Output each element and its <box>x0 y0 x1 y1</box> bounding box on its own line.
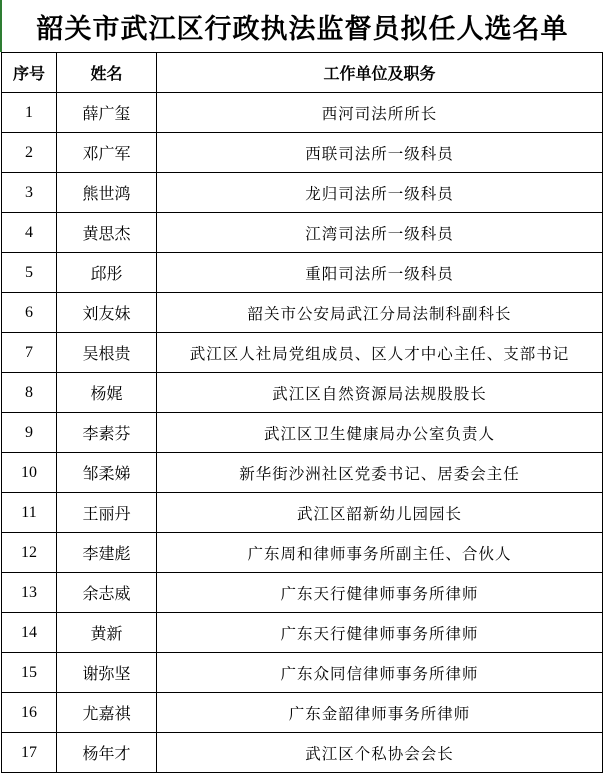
row-position-cell: 武江区卫生健康局办公室负责人 <box>157 413 603 453</box>
row-position-cell: 武江区自然资源局法规股股长 <box>157 373 603 413</box>
header-index: 序号 <box>2 53 57 93</box>
row-name-cell: 李建彪 <box>57 533 157 573</box>
row-name-cell: 李素芬 <box>57 413 157 453</box>
table-row <box>2 453 603 493</box>
row-name-cell: 杨娓 <box>57 373 157 413</box>
row-position-cell: 江湾司法所一级科员 <box>157 213 603 253</box>
row-index-cell: 14 <box>2 613 57 653</box>
row-index-cell: 15 <box>2 653 57 693</box>
row-name-cell: 尤嘉祺 <box>57 693 157 733</box>
row-index-cell: 1 <box>2 93 57 133</box>
row-position-cell: 武江区个私协会会长 <box>157 733 603 773</box>
header-name: 姓名 <box>57 53 157 93</box>
row-index-cell: 16 <box>2 693 57 733</box>
row-position-cell: 新华街沙洲社区党委书记、居委会主任 <box>157 453 603 493</box>
row-position-cell: 广东众同信律师事务所律师 <box>157 653 603 693</box>
row-index-cell: 11 <box>2 493 57 533</box>
row-position-cell: 西联司法所一级科员 <box>157 133 603 173</box>
row-index-cell: 13 <box>2 573 57 613</box>
row-position-cell: 重阳司法所一级科员 <box>157 253 603 293</box>
row-index-cell: 7 <box>2 333 57 373</box>
table-row <box>2 733 603 773</box>
row-name-cell: 邓广军 <box>57 133 157 173</box>
candidate-table <box>1 52 603 773</box>
row-name-cell: 吴根贵 <box>57 333 157 373</box>
title-row <box>0 0 603 52</box>
header-position: 工作单位及职务 <box>157 53 603 93</box>
row-index-cell: 10 <box>2 453 57 493</box>
page-title: 韶关市武江区行政执法监督员拟任人选名单 <box>36 13 569 45</box>
row-index-cell: 8 <box>2 373 57 413</box>
table-row <box>2 373 603 413</box>
row-position-cell: 广东天行健律师事务所律师 <box>157 573 603 613</box>
table-row <box>2 533 603 573</box>
row-index-cell: 9 <box>2 413 57 453</box>
row-index-cell: 6 <box>2 293 57 333</box>
row-index-cell: 17 <box>2 733 57 773</box>
table-row <box>2 653 603 693</box>
row-position-cell: 龙归司法所一级科员 <box>157 173 603 213</box>
row-position-cell: 广东周和律师事务所副主任、合伙人 <box>157 533 603 573</box>
row-name-cell: 邱彤 <box>57 253 157 293</box>
row-index-cell: 2 <box>2 133 57 173</box>
table-row <box>2 293 603 333</box>
row-name-cell: 谢弥坚 <box>57 653 157 693</box>
row-index-cell: 12 <box>2 533 57 573</box>
row-position-cell: 广东天行健律师事务所律师 <box>157 613 603 653</box>
table-row <box>2 573 603 613</box>
table-row <box>2 613 603 653</box>
row-name-cell: 余志威 <box>57 573 157 613</box>
row-position-cell: 广东金韶律师事务所律师 <box>157 693 603 733</box>
row-position-cell: 武江区人社局党组成员、区人才中心主任、支部书记 <box>157 333 603 373</box>
row-position-cell: 武江区韶新幼儿园园长 <box>157 493 603 533</box>
table-row <box>2 493 603 533</box>
table-body <box>2 93 603 773</box>
row-name-cell: 黄思杰 <box>57 213 157 253</box>
table-row <box>2 413 603 453</box>
table-row <box>2 173 603 213</box>
row-index-cell: 5 <box>2 253 57 293</box>
table-row <box>2 93 603 133</box>
table-row <box>2 213 603 253</box>
row-index-cell: 4 <box>2 213 57 253</box>
table-header-row <box>2 53 603 93</box>
table-row <box>2 333 603 373</box>
row-index-cell: 3 <box>2 173 57 213</box>
row-position-cell: 韶关市公安局武江分局法制科副科长 <box>157 293 603 333</box>
table-row <box>2 133 603 173</box>
table-row <box>2 693 603 733</box>
table-row <box>2 253 603 293</box>
row-name-cell: 薛广玺 <box>57 93 157 133</box>
row-position-cell: 西河司法所所长 <box>157 93 603 133</box>
row-name-cell: 邹柔娣 <box>57 453 157 493</box>
row-name-cell: 王丽丹 <box>57 493 157 533</box>
row-name-cell: 黄新 <box>57 613 157 653</box>
row-name-cell: 熊世鸿 <box>57 173 157 213</box>
row-name-cell: 杨年才 <box>57 733 157 773</box>
row-name-cell: 刘友妹 <box>57 293 157 333</box>
